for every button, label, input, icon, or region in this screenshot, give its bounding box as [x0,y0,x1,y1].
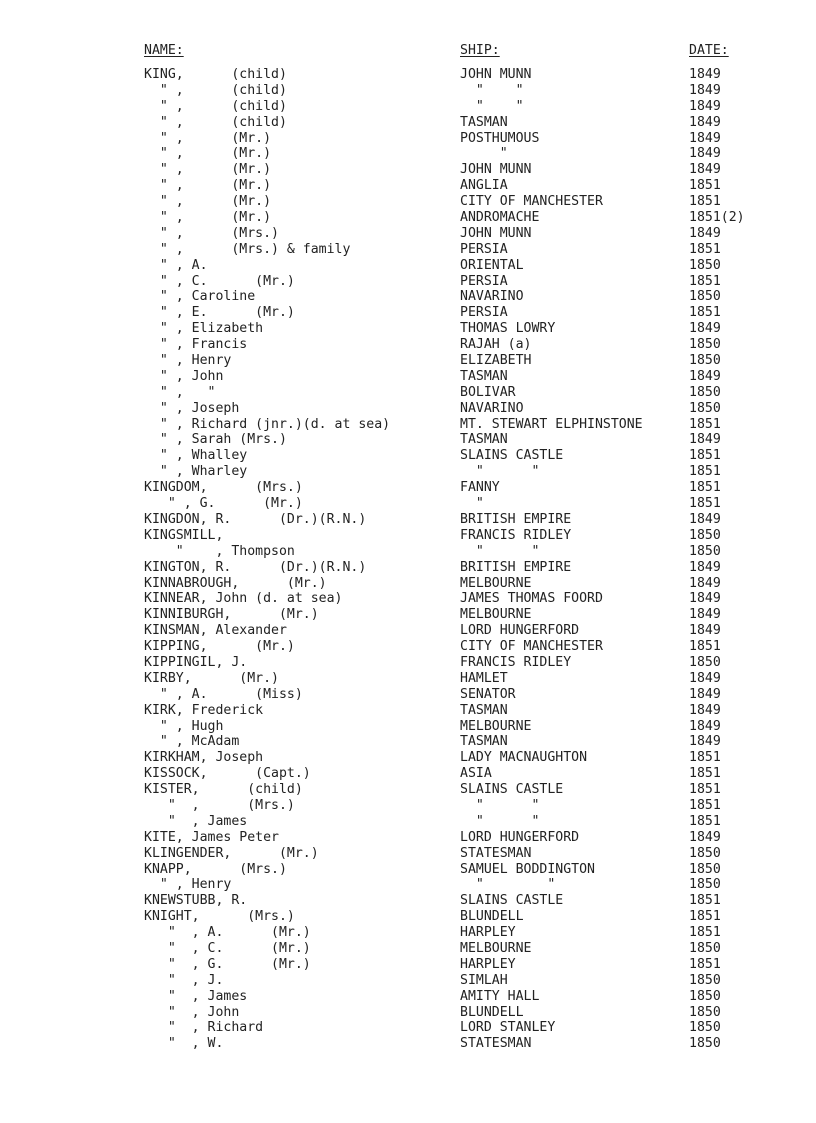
passenger-name: " , (Mr.) [144,162,272,178]
list-row [0,337,816,353]
ship-name: STATESMAN [460,845,532,861]
list-row [0,210,816,226]
arrival-date: 1850 [689,384,721,400]
arrival-date: 1849 [689,67,721,82]
passenger-name: " , Sarah (Mrs.) [144,432,287,448]
ship-name: AMITY HALL [460,988,540,1004]
arrival-date: 1851 [689,305,721,321]
arrival-date: 1851 [689,782,721,798]
ship-name: BLUNDELL [460,909,524,925]
passenger-name: KINNABROUGH, (Mr.) [144,575,327,591]
ship-name: CITY OF MANCHESTER [460,639,603,655]
passenger-name: KIPPING, (Mr.) [144,639,295,655]
arrival-date: 1850 [689,543,721,559]
passenger-name: " , (Mr.) [144,194,272,210]
passenger-name: " , C. (Mr.) [144,273,295,289]
arrival-date: 1849 [689,559,721,575]
arrival-date: 1850 [689,972,721,988]
ship-name: " [460,496,484,512]
arrival-date: 1850 [689,1004,721,1020]
arrival-date: 1849 [689,130,721,146]
arrival-date: 1849 [689,146,721,162]
arrival-date: 1849 [689,575,721,591]
ship-name: FRANCIS RIDLEY [460,527,572,543]
list-row [0,353,816,369]
passenger-name: " , G. (Mr.) [144,956,311,972]
arrival-date: 1850 [689,654,721,670]
list-row [0,623,816,639]
list-row [0,862,816,878]
passenger-name: KISTER, (child) [144,782,303,798]
ship-name: " " [460,797,540,813]
passenger-name: " , McAdam [144,734,240,750]
arrival-date: 1849 [689,225,721,241]
arrival-date: 1850 [689,940,721,956]
passenger-name: KNIGHT, (Mrs.) [144,909,295,925]
arrival-date: 1850 [689,1020,721,1036]
ship-name: HARPLEY [460,956,516,972]
list-row [0,194,816,210]
ship-name: MELBOURNE [460,607,532,623]
list-row [0,1020,816,1036]
list-row [0,973,816,989]
list-row [0,99,816,115]
arrival-date: 1851 [689,750,721,766]
passenger-name: " , (Mrs.) & family [144,241,351,257]
list-row [0,258,816,274]
arrival-date: 1849 [689,321,721,337]
ship-name: HAMLET [460,670,508,686]
arrival-date: 1850 [689,337,721,353]
list-row [0,528,816,544]
ship-name: SLAINS CASTLE [460,893,564,909]
arrival-date: 1851 [689,416,721,432]
ship-name: LORD STANLEY [460,1020,556,1036]
ship-name: STATESMAN [460,1036,532,1052]
list-row [0,512,816,528]
passenger-name: " , John [144,368,224,384]
passenger-name: " , A. (Mr.) [144,925,311,941]
arrival-date: 1849 [689,702,721,718]
list-row [0,671,816,687]
arrival-date: 1849 [689,734,721,750]
arrival-date: 1851 [689,448,721,464]
ship-name: JOHN MUNN [460,67,532,82]
list-row [0,687,816,703]
ship-name: SIMLAH [460,972,508,988]
list-row [0,766,816,782]
ship-name: HARPLEY [460,925,516,941]
arrival-date: 1849 [689,607,721,623]
passenger-name: KIRBY, (Mr.) [144,670,279,686]
list-row [0,734,816,750]
list-row [0,115,816,131]
arrival-date: 1849 [689,432,721,448]
list-row [0,321,816,337]
list-row [0,401,816,417]
arrival-date: 1849 [689,670,721,686]
arrival-date: 1851 [689,893,721,909]
arrival-date: 1851 [689,178,721,194]
passenger-list [0,67,816,1052]
list-row [0,131,816,147]
ship-name: ORIENTAL [460,257,524,273]
list-row [0,448,816,464]
list-row [0,83,816,99]
passenger-name: " , C. (Mr.) [144,940,311,956]
arrival-date: 1849 [689,623,721,639]
passenger-name: KISSOCK, (Capt.) [144,766,311,782]
ship-name: ANGLIA [460,178,508,194]
list-row [0,877,816,893]
arrival-date: 1851 [689,909,721,925]
passenger-name: " , Henry [144,877,232,893]
passenger-name: " , J. [144,972,224,988]
arrival-date: 1851 [689,797,721,813]
ship-name: SLAINS CASTLE [460,782,564,798]
passenger-name: KLINGENDER, (Mr.) [144,845,319,861]
passenger-name: " , Henry [144,353,232,369]
arrival-date: 1849 [689,591,721,607]
list-row [0,576,816,592]
list-row [0,305,816,321]
ship-name: TASMAN [460,368,508,384]
passenger-name: " , Thompson [144,543,295,559]
passenger-name: KIRK, Frederick [144,702,264,718]
passenger-name: KINNIBURGH, (Mr.) [144,607,319,623]
list-row [0,703,816,719]
passenger-name: " , E. (Mr.) [144,305,295,321]
list-row [0,385,816,401]
passenger-name: " , W. [144,1036,224,1052]
arrival-date: 1851 [689,273,721,289]
passenger-name: " , " [144,384,216,400]
passenger-name: " , James [144,813,248,829]
ship-name: PERSIA [460,241,508,257]
passenger-name: KING, (child) [144,67,287,82]
list-row [0,655,816,671]
arrival-date: 1849 [689,82,721,98]
passenger-name: KINSMAN, Alexander [144,623,287,639]
passenger-name: " , A. (Miss) [144,686,303,702]
passenger-name: " , Wharley [144,464,248,480]
arrival-date: 1850 [689,400,721,416]
arrival-date: 1851 [689,496,721,512]
column-header-date: DATE: [689,43,729,58]
list-row [0,798,816,814]
ship-name: MELBOURNE [460,940,532,956]
arrival-date: 1849 [689,162,721,178]
passenger-name: " , (Mr.) [144,146,272,162]
ship-name: ANDROMACHE [460,210,540,226]
passenger-name: " , James [144,988,248,1004]
ship-name: " " [460,464,540,480]
passenger-name: KINNEAR, John (d. at sea) [144,591,343,607]
list-row [0,417,816,433]
passenger-name: " , (Mrs.) [144,225,279,241]
arrival-date: 1850 [689,988,721,1004]
ship-name: MELBOURNE [460,718,532,734]
ship-name: FANNY [460,480,500,496]
arrival-date: 1851 [689,813,721,829]
ship-name: SAMUEL BODDINGTON [460,861,595,877]
ship-name: CITY OF MANCHESTER [460,194,603,210]
passenger-name: " , Richard (jnr.)(d. at sea) [144,416,391,432]
ship-name: PERSIA [460,273,508,289]
passenger-name: " , (Mrs.) [144,797,295,813]
passenger-name: " , (Mr.) [144,178,272,194]
arrival-date: 1851 [689,480,721,496]
passenger-name: " , Joseph [144,400,240,416]
arrival-date: 1851 [689,241,721,257]
ship-name: " " [460,813,540,829]
ship-name: " " [460,82,524,98]
passenger-name: KIPPINGIL, J. [144,654,248,670]
list-row [0,750,816,766]
ship-name: JOHN MUNN [460,225,532,241]
list-row [0,925,816,941]
passenger-name: KITE, James Peter [144,829,279,845]
list-row [0,909,816,925]
arrival-date: 1850 [689,1036,721,1052]
list-row [0,957,816,973]
arrival-date: 1850 [689,527,721,543]
list-row [0,893,816,909]
passenger-name: " , Richard [144,1020,264,1036]
passenger-name: KNAPP, (Mrs.) [144,861,287,877]
ship-name: TASMAN [460,734,508,750]
ship-name: JOHN MUNN [460,162,532,178]
passenger-name: KINGSMILL, [144,527,224,543]
ship-name: BRITISH EMPIRE [460,559,572,575]
arrival-date: 1850 [689,257,721,273]
list-row [0,289,816,305]
list-row [0,591,816,607]
list-row [0,274,816,290]
ship-name: " " [460,98,524,114]
arrival-date: 1849 [689,686,721,702]
list-row [0,782,816,798]
ship-name: NAVARINO [460,400,524,416]
list-row [0,464,816,480]
passenger-name: KINGTON, R. (Dr.)(R.N.) [144,559,367,575]
ship-name: JAMES THOMAS FOORD [460,591,603,607]
column-header-ship: SHIP: [460,43,500,58]
list-row [0,432,816,448]
list-row [0,941,816,957]
arrival-date: 1851 [689,639,721,655]
ship-name: MT. STEWART ELPHINSTONE [460,416,643,432]
passenger-name: " , A. [144,257,208,273]
ship-name: MELBOURNE [460,575,532,591]
list-row [0,639,816,655]
arrival-date: 1849 [689,718,721,734]
ship-name: BRITISH EMPIRE [460,511,572,527]
list-row [0,242,816,258]
ship-name: BOLIVAR [460,384,516,400]
list-row [0,830,816,846]
arrival-date: 1851 [689,956,721,972]
list-row [0,226,816,242]
list-row [0,480,816,496]
passenger-name: KIRKHAM, Joseph [144,750,264,766]
arrival-date: 1849 [689,511,721,527]
passenger-name: " , Whalley [144,448,248,464]
ship-name: ASIA [460,766,492,782]
ship-name: BLUNDELL [460,1004,524,1020]
ship-name: LADY MACNAUGHTON [460,750,588,766]
passenger-name: " , (Mr.) [144,210,272,226]
passenger-name: KNEWSTUBB, R. [144,893,248,909]
list-row [0,560,816,576]
arrival-date: 1849 [689,114,721,130]
ship-name: " " [460,543,540,559]
arrival-date: 1850 [689,289,721,305]
ship-name: LORD HUNGERFORD [460,623,580,639]
arrival-date: 1851(2) [689,210,745,226]
arrival-date: 1849 [689,829,721,845]
list-row [0,496,816,512]
ship-name: TASMAN [460,702,508,718]
passenger-name: " , John [144,1004,240,1020]
passenger-name: " , (child) [144,98,287,114]
arrival-date: 1849 [689,368,721,384]
ship-name: PERSIA [460,305,508,321]
ship-name: TASMAN [460,114,508,130]
arrival-date: 1851 [689,464,721,480]
passenger-name: " , Elizabeth [144,321,264,337]
arrival-date: 1849 [689,98,721,114]
passenger-name: " , (child) [144,82,287,98]
list-row [0,369,816,385]
ship-name: ELIZABETH [460,353,532,369]
list-row [0,162,816,178]
list-row [0,1005,816,1021]
passenger-name: " , Hugh [144,718,224,734]
arrival-date: 1850 [689,877,721,893]
ship-name: " [460,146,508,162]
list-row [0,989,816,1005]
passenger-name: KINGDON, R. (Dr.)(R.N.) [144,511,367,527]
arrival-date: 1851 [689,766,721,782]
list-row [0,1036,816,1052]
list-row [0,719,816,735]
arrival-date: 1851 [689,925,721,941]
passenger-name: " , Francis [144,337,248,353]
arrival-date: 1850 [689,353,721,369]
ship-name: RAJAH (a) [460,337,532,353]
list-row [0,544,816,560]
arrival-date: 1850 [689,845,721,861]
ship-name: SLAINS CASTLE [460,448,564,464]
passenger-name: " , Caroline [144,289,256,305]
list-row [0,607,816,623]
ship-name: TASMAN [460,432,508,448]
ship-name: THOMAS LOWRY [460,321,556,337]
passenger-name: " , (Mr.) [144,130,272,146]
passenger-name: " , G. (Mr.) [144,496,303,512]
list-row [0,178,816,194]
list-row [0,67,816,83]
list-row [0,846,816,862]
arrival-date: 1850 [689,861,721,877]
ship-name: " " [460,877,556,893]
ship-name: NAVARINO [460,289,524,305]
passenger-name: KINGDOM, (Mrs.) [144,480,303,496]
ship-name: SENATOR [460,686,516,702]
ship-name: FRANCIS RIDLEY [460,654,572,670]
column-header-name: NAME: [144,43,184,58]
ship-name: POSTHUMOUS [460,130,540,146]
ship-name: LORD HUNGERFORD [460,829,580,845]
list-row [0,814,816,830]
arrival-date: 1851 [689,194,721,210]
list-row [0,146,816,162]
passenger-name: " , (child) [144,114,287,130]
